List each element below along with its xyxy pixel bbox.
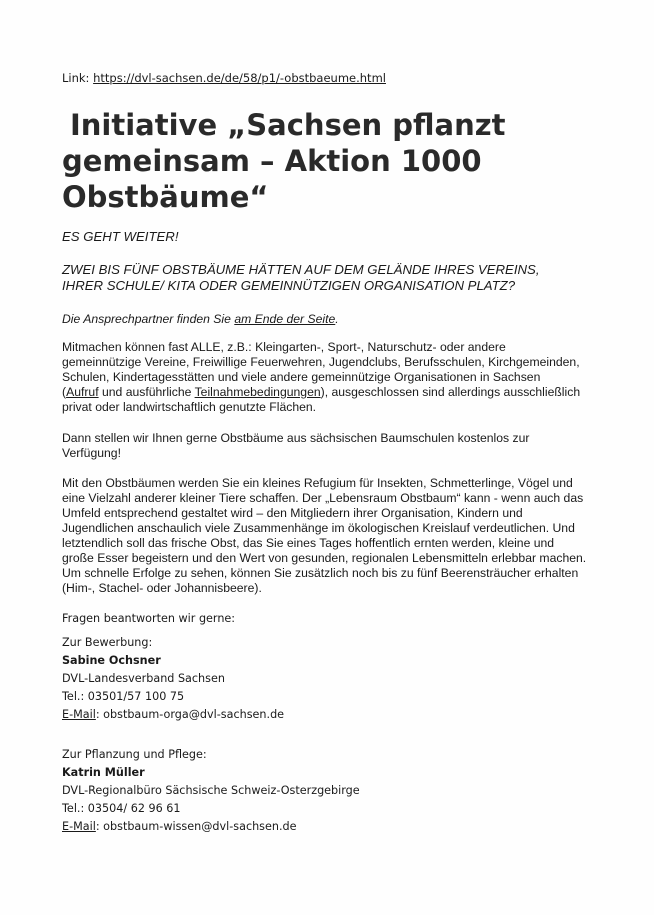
paragraph3-line: letztendlich soll das frische Obst, das Sie eines Tages hoffentlich ernten werden, kleine und	[62, 536, 555, 550]
paragraph-free-trees	[62, 431, 602, 461]
paragraph-participation	[62, 340, 602, 415]
contact1-role: Zur Bewerbung:	[62, 636, 153, 649]
subheading: ES GEHT WEITER!	[62, 229, 179, 244]
paragraph3-line: Umfeld entsprechend gestaltet wird – den Mitgliedern ihrer Organisation, Kindern und	[62, 506, 523, 520]
contact2-name: Katrin Müller	[62, 766, 145, 779]
paragraph3-line: Mit den Obstbäumen werden Sie ein kleines Refugium für Insekten, Schmetterlinge, Vögel und	[62, 476, 573, 490]
contact2-email-link[interactable]: E-Mail	[62, 820, 96, 833]
paragraph3-line: eine Vielzahl anderer kleiner Tiere schaffen. Der „Lebensraum Obstbaum“ kann - wenn auch das	[62, 491, 584, 505]
title-line-1: Initiative „Sachsen pflanzt	[70, 108, 506, 142]
contact2-email-address: : obstbaum-wissen@dvl-sachsen.de	[95, 820, 297, 833]
paragraph1-text: und ausführliche	[98, 385, 195, 399]
title-line-3: Obstbäume“	[62, 180, 269, 214]
paragraph3-line: Jugendlichen anschaulich viele Zusammenhänge im ökologischen Kreislauf verdeutlichen. Und	[62, 521, 575, 535]
contact1-email-line	[62, 706, 284, 724]
paragraph1-line: privat oder landwirtschaftlich genutzte Flächen.	[62, 400, 317, 414]
source-link-line	[62, 71, 386, 85]
contacts-note-text: Die Ansprechpartner finden Sie	[62, 312, 235, 326]
contact2-email-line	[62, 818, 360, 836]
aufruf-link[interactable]: Aufruf	[66, 385, 99, 399]
teilnahmebedingungen-link[interactable]: Teilnahmebedingungen	[194, 385, 321, 399]
contact-planting	[62, 746, 360, 836]
question-line-2: IHRER SCHULE/ KITA ODER GEMEINNÜTZIGEN ORGANISATION PLATZ?	[62, 278, 516, 293]
paragraph2-line: Verfügung!	[62, 446, 121, 460]
contact2-role: Zur Pflanzung und Pflege:	[62, 748, 207, 761]
questions-intro: Fragen beantworten wir gerne:	[62, 612, 236, 625]
question-line-1: ZWEI BIS FÜNF OBSTBÄUME HÄTTEN AUF DEM GELÄNDE IHRES VEREINS,	[62, 262, 540, 277]
paragraph1-line: Mitmachen können fast ALLE, z.B.: Kleingarten-, Sport-, Naturschutz- oder andere	[62, 340, 506, 354]
contact1-phone: Tel.: 03501/57 100 75	[62, 690, 185, 703]
paragraph1-text: ), ausgeschlossen sind allerdings ausschließlich	[320, 385, 581, 399]
contact1-email-link[interactable]: E-Mail	[62, 708, 96, 721]
paragraph1-line: gemeinnützige Vereine, Freiwillige Feuerwehren, Jugendclubs, Berufsschulen, Kirchgemeinden,	[62, 355, 580, 369]
page-title	[62, 107, 622, 215]
title-line-2: gemeinsam – Aktion 1000	[62, 144, 482, 178]
contacts-note-period: .	[335, 312, 339, 326]
paragraph-benefits	[62, 476, 602, 596]
paragraph1-line: Schulen, Kindertagesstätten und viele andere gemeinnützige Organisationen in Sachsen	[62, 370, 541, 384]
link-label: Link:	[62, 71, 90, 85]
paragraph2-line: Dann stellen wir Ihnen gerne Obstbäume aus sächsischen Baumschulen kostenlos zur	[62, 431, 530, 445]
contacts-note	[62, 312, 602, 327]
paragraph1-paren: (	[62, 385, 67, 399]
contact2-phone: Tel.: 03504/ 62 96 61	[62, 802, 181, 815]
question-heading	[62, 262, 602, 294]
end-of-page-link[interactable]: am Ende der Seite	[234, 312, 336, 326]
contact1-email-address: : obstbaum-orga@dvl-sachsen.de	[95, 708, 285, 721]
paragraph3-line: Um schnelle Erfolge zu sehen, können Sie zusätzlich noch bis zu fünf Beerensträucher erhalten	[62, 566, 579, 580]
contact2-org: DVL-Regionalbüro Sächsische Schweiz-Osterzgebirge	[62, 784, 360, 797]
source-url-link[interactable]: https://dvl-sachsen.de/de/58/p1/-obstbaeume.html	[93, 71, 386, 85]
contact1-org: DVL-Landesverband Sachsen	[62, 672, 225, 685]
contact1-name: Sabine Ochsner	[62, 654, 161, 667]
paragraph3-line: (Him-, Stachel- oder Johannisbeere).	[62, 581, 262, 595]
paragraph3-line: große Esser begeistern und den Wert von gesunden, regionalen Lebensmitteln erlebbar machen.	[62, 551, 587, 565]
contact-application	[62, 634, 284, 724]
